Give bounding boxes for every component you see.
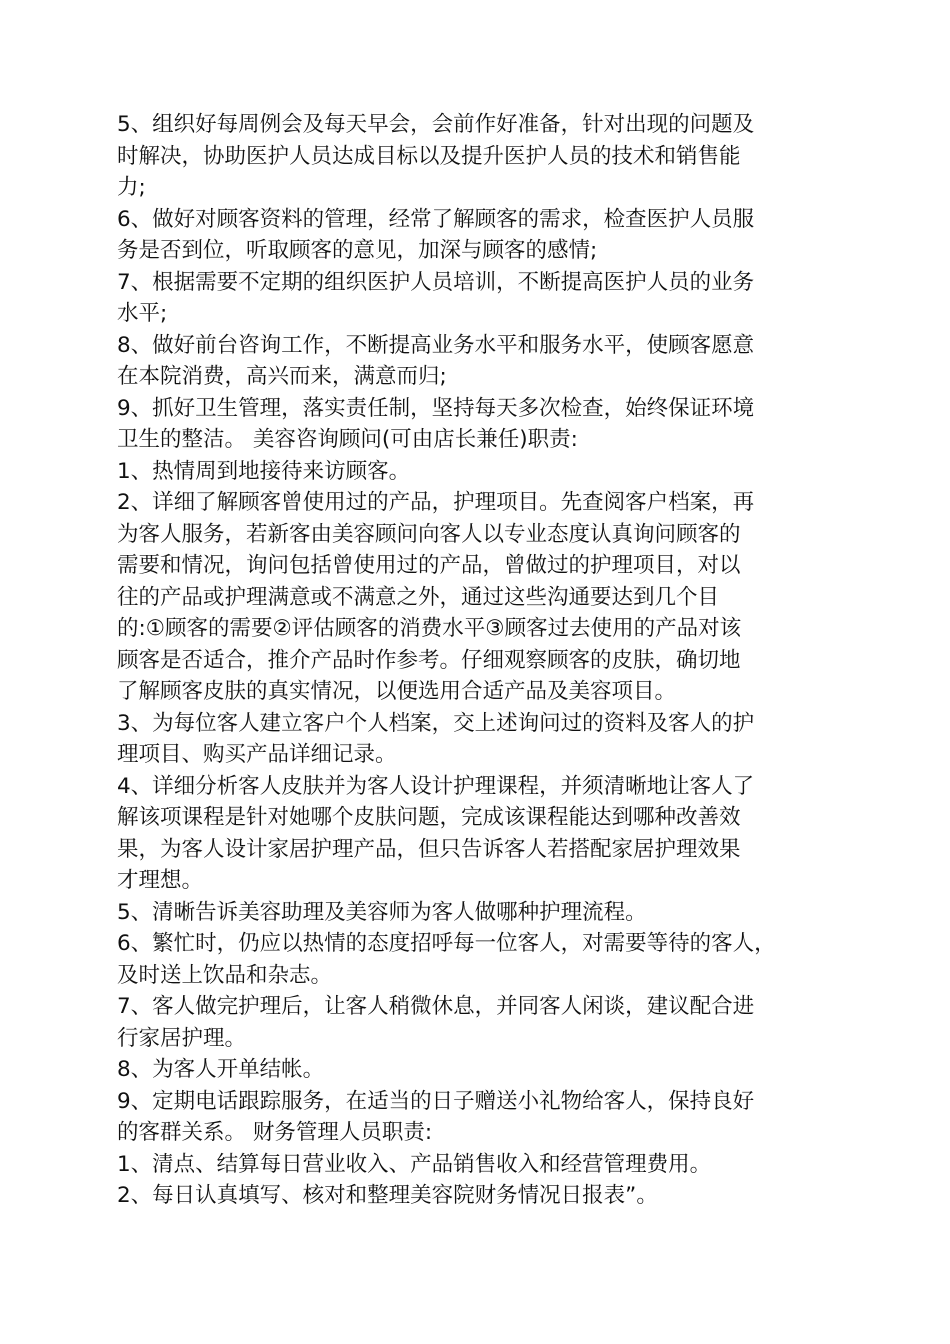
document-body <box>117 109 857 1212</box>
text-line: 了解顾客皮肤的真实情况，以便选用合适产品及美容项目。 <box>117 679 677 704</box>
text-line: 水平; <box>117 301 168 326</box>
text-line: 理项目、购买产品详细记录。 <box>117 742 397 767</box>
text-line: 6、做好对顾客资料的管理，经常了解顾客的需求，检查医护人员服 <box>117 206 755 232</box>
text-line: 及时送上饮品和杂志。 <box>117 962 333 988</box>
text-line: 5、组织好每周例会及每天早会，会前作好准备，针对出现的问题及 <box>117 112 755 137</box>
text-line: 顾客是否适合，推介产品时作参考。仔细观察顾客的皮肤，确切地 <box>117 647 741 673</box>
text-line: 力; <box>117 175 146 200</box>
text-line: 4、详细分析客人皮肤并为客人设计护理课程，并须清晰地让客人了 <box>117 773 755 799</box>
text-line: 8、做好前台咨询工作，不断提高业务水平和服务水平，使顾客愿意 <box>117 332 755 358</box>
text-line: 行家居护理。 <box>117 1025 247 1051</box>
text-line: 的:①顾客的需要②评估顾客的消费水平③顾客过去使用的产品对该 <box>117 616 742 641</box>
text-line: 1、清点、结算每日营业收入、产品销售收入和经营管理费用。 <box>117 1151 712 1177</box>
text-line: 果，为客人设计家居护理产品，但只告诉客人若搭配家居护理效果 <box>117 836 741 862</box>
text-line: 3、为每位客人建立客户个人档案，交上述询问过的资料及客人的护 <box>117 710 755 736</box>
text-line: 需要和情况，询问包括曾使用过的产品，曾做过的护理项目，对以 <box>117 553 741 578</box>
text-line: 2、详细了解顾客曾使用过的产品，护理项目。先查阅客户档案，再 <box>117 490 755 515</box>
text-line: 卫生的整洁。 美容咨询顾问(可由店长兼任)职责: <box>117 427 578 452</box>
text-line: 5、清晰告诉美容助理及美容师为客人做哪种护理流程。 <box>117 899 647 925</box>
text-line: 8、为客人开单结帐。 <box>117 1057 325 1082</box>
text-line: 2、每日认真填写、核对和整理美容院财务情况日报表”。 <box>117 1183 658 1208</box>
text-line: 9、定期电话跟踪服务，在适当的日子赠送小礼物给客人，保持良好 <box>117 1088 755 1114</box>
text-line: 时解决，协助医护人员达成目标以及提升医护人员的技术和销售能 <box>117 143 741 169</box>
text-line: 7、根据需要不定期的组织医护人员培训，不断提高医护人员的业务 <box>117 269 755 295</box>
text-line: 1、热情周到地接待来访顾客。 <box>117 458 411 484</box>
text-line: 6、繁忙时，仍应以热情的态度招呼每一位客人，对需要等待的客人， <box>117 931 776 956</box>
text-line: 解该项课程是针对她哪个皮肤问题，完成该课程能达到哪种改善效 <box>117 805 741 830</box>
text-line: 才理想。 <box>117 868 204 893</box>
text-line: 往的产品或护理满意或不满意之外，通过这些沟通要达到几个目 <box>117 584 720 610</box>
text-line: 的客群关系。 财务管理人员职责: <box>117 1120 433 1145</box>
text-line: 7、客人做完护理后，让客人稍微休息，并同客人闲谈，建议配合进 <box>117 994 755 1019</box>
text-line: 为客人服务，若新客由美容顾问向客人以专业态度认真询问顾客的 <box>117 521 741 547</box>
text-line: 9、抓好卫生管理，落实责任制，坚持每天多次检查，始终保证环境 <box>117 395 755 421</box>
text-line: 务是否到位，听取顾客的意见，加深与顾客的感情; <box>117 238 598 263</box>
text-line: 在本院消费，高兴而来，满意而归; <box>117 364 447 389</box>
